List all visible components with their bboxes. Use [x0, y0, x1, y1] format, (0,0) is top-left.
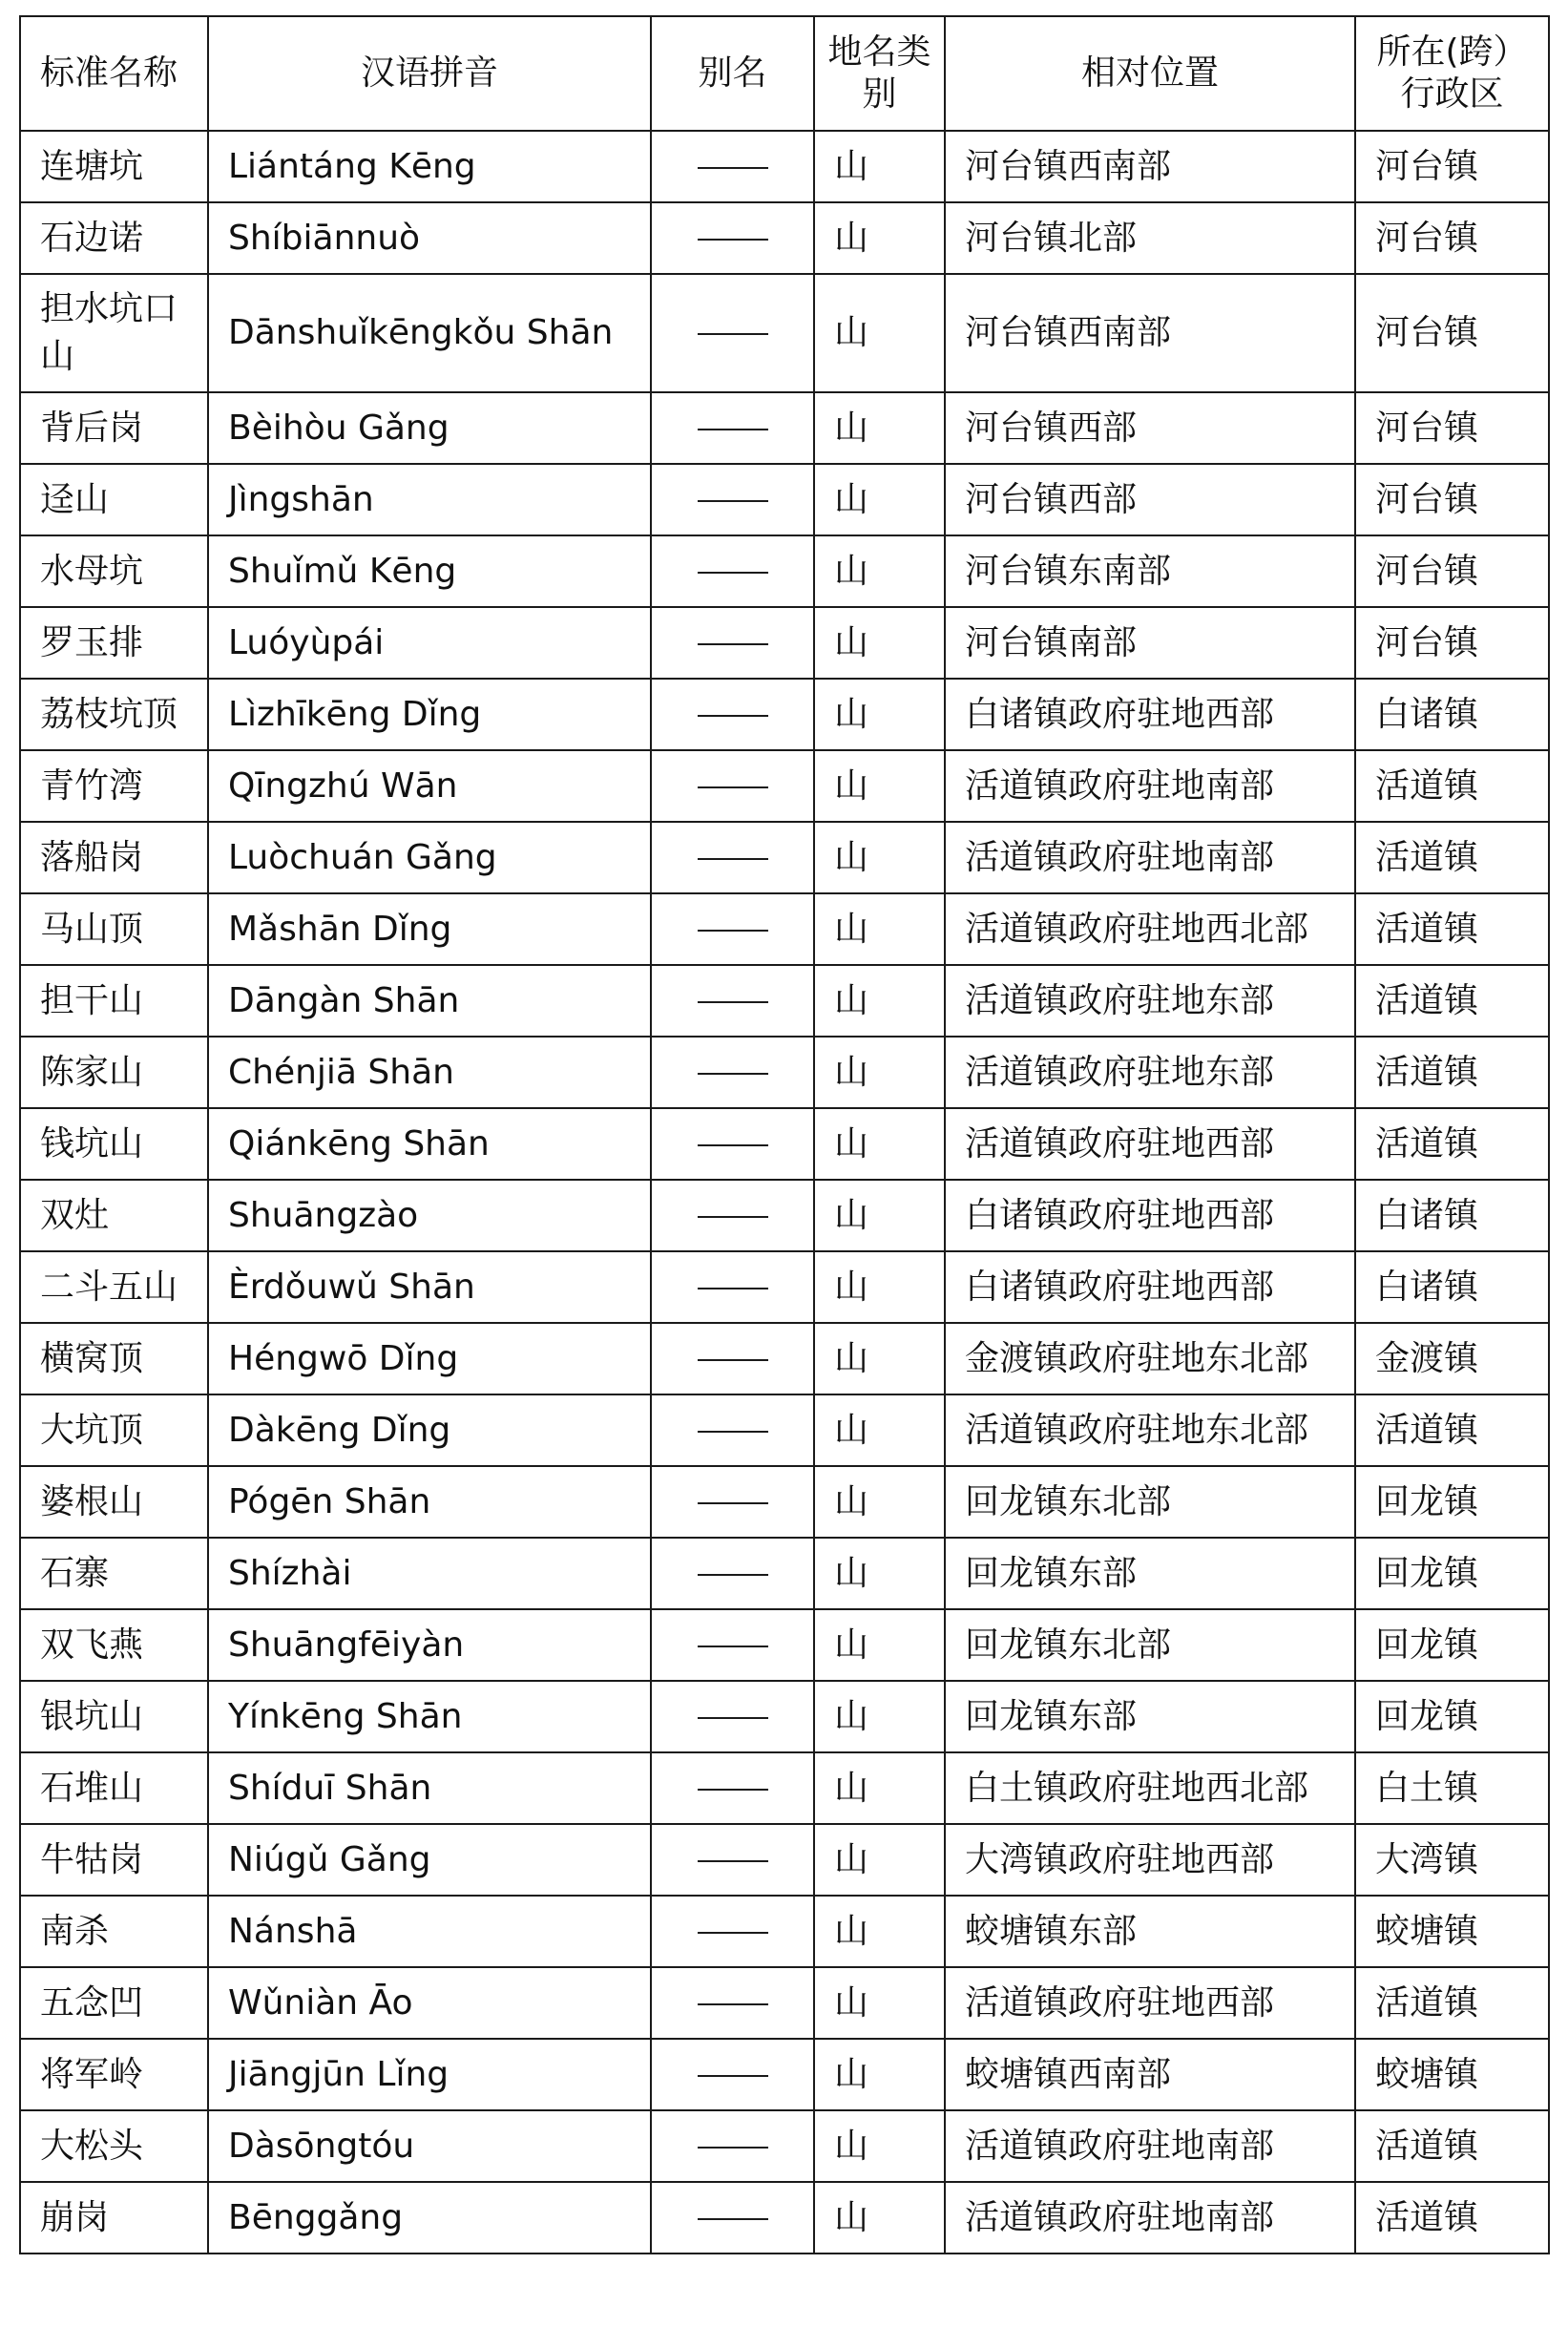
standard-name-cell: 大坑顶	[20, 1394, 208, 1466]
category-cell: 山	[814, 679, 945, 750]
category-cell: 山	[814, 464, 945, 535]
table-row	[20, 1323, 1549, 1394]
alias-cell	[651, 1108, 814, 1180]
standard-name-cell: 担干山	[20, 965, 208, 1037]
category-cell: 山	[814, 1752, 945, 1824]
relative-position-cell: 回龙镇东北部	[945, 1609, 1355, 1681]
alias-cell	[651, 464, 814, 535]
district-cell: 河台镇	[1355, 392, 1549, 464]
alias-cell	[651, 1824, 814, 1896]
table-row	[20, 1609, 1549, 1681]
district-cell: 活道镇	[1355, 2110, 1549, 2182]
table-row	[20, 607, 1549, 679]
alias-dash	[698, 1073, 768, 1075]
district-cell: 活道镇	[1355, 1394, 1549, 1466]
pinyin-cell: Bèihòu Gǎng	[208, 392, 651, 464]
standard-name-cell: 荔枝坑顶	[20, 679, 208, 750]
pinyin-cell: Lìzhīkēng Dǐng	[208, 679, 651, 750]
alias-cell	[651, 1681, 814, 1752]
pinyin-cell: Shuāngfēiyàn	[208, 1609, 651, 1681]
alias-cell	[651, 131, 814, 202]
category-cell: 山	[814, 1967, 945, 2039]
pinyin-cell: Dānshuǐkēngkǒu Shān	[208, 274, 651, 392]
alias-dash	[698, 500, 768, 502]
alias-dash	[698, 1932, 768, 1934]
alias-dash	[698, 1216, 768, 1218]
standard-name-cell: 背后岗	[20, 392, 208, 464]
relative-position-cell: 活道镇政府驻地西部	[945, 1108, 1355, 1180]
standard-name-cell: 罗玉排	[20, 607, 208, 679]
category-cell: 山	[814, 1824, 945, 1896]
category-cell: 山	[814, 1180, 945, 1251]
alias-cell	[651, 893, 814, 965]
table-row	[20, 535, 1549, 607]
alias-dash	[698, 858, 768, 860]
category-cell: 山	[814, 202, 945, 274]
standard-name-cell: 牛牯岗	[20, 1824, 208, 1896]
pinyin-cell: Liántáng Kēng	[208, 131, 651, 202]
alias-cell	[651, 1323, 814, 1394]
table-row	[20, 1466, 1549, 1538]
alias-dash	[698, 2003, 768, 2005]
table-row	[20, 2039, 1549, 2110]
standard-name-cell: 将军岭	[20, 2039, 208, 2110]
category-cell: 山	[814, 1394, 945, 1466]
pinyin-cell: Yínkēng Shān	[208, 1681, 651, 1752]
standard-name-cell: 连塘坑	[20, 131, 208, 202]
district-cell: 活道镇	[1355, 1967, 1549, 2039]
pinyin-cell: Shíduī Shān	[208, 1752, 651, 1824]
category-cell: 山	[814, 750, 945, 822]
relative-position-cell: 白诸镇政府驻地西部	[945, 1251, 1355, 1323]
relative-position-cell: 蛟塘镇东部	[945, 1896, 1355, 1967]
relative-position-cell: 活道镇政府驻地西北部	[945, 893, 1355, 965]
relative-position-cell: 河台镇西部	[945, 392, 1355, 464]
standard-name-cell: 石边诺	[20, 202, 208, 274]
pinyin-cell: Shuāngzào	[208, 1180, 651, 1251]
district-cell: 活道镇	[1355, 1037, 1549, 1108]
category-cell: 山	[814, 1466, 945, 1538]
header-district: 所在(跨）行政区	[1355, 16, 1549, 131]
table-row	[20, 1681, 1549, 1752]
table-row	[20, 2110, 1549, 2182]
header-relative-position: 相对位置	[945, 16, 1355, 131]
district-cell: 河台镇	[1355, 202, 1549, 274]
standard-name-cell: 落船岗	[20, 822, 208, 893]
relative-position-cell: 河台镇北部	[945, 202, 1355, 274]
pinyin-cell: Niúgǔ Gǎng	[208, 1824, 651, 1896]
alias-cell	[651, 2182, 814, 2254]
alias-dash	[698, 2147, 768, 2149]
relative-position-cell: 河台镇南部	[945, 607, 1355, 679]
relative-position-cell: 活道镇政府驻地东部	[945, 1037, 1355, 1108]
relative-position-cell: 河台镇西南部	[945, 274, 1355, 392]
alias-dash	[698, 1288, 768, 1289]
standard-name-cell: 双飞燕	[20, 1609, 208, 1681]
category-cell: 山	[814, 607, 945, 679]
relative-position-cell: 蛟塘镇西南部	[945, 2039, 1355, 2110]
alias-cell	[651, 1896, 814, 1967]
alias-dash	[698, 1860, 768, 1862]
table-row	[20, 679, 1549, 750]
alias-dash	[698, 239, 768, 241]
alias-dash	[698, 715, 768, 717]
district-cell: 白诸镇	[1355, 1180, 1549, 1251]
alias-cell	[651, 822, 814, 893]
table-row	[20, 893, 1549, 965]
category-cell: 山	[814, 392, 945, 464]
district-cell: 回龙镇	[1355, 1466, 1549, 1538]
table-row	[20, 464, 1549, 535]
standard-name-cell: 银坑山	[20, 1681, 208, 1752]
district-cell: 白诸镇	[1355, 1251, 1549, 1323]
category-cell: 山	[814, 1037, 945, 1108]
relative-position-cell: 大湾镇政府驻地西部	[945, 1824, 1355, 1896]
alias-dash	[698, 1789, 768, 1791]
standard-name-cell: 水母坑	[20, 535, 208, 607]
standard-name-cell: 五念凹	[20, 1967, 208, 2039]
category-cell: 山	[814, 965, 945, 1037]
relative-position-cell: 回龙镇东部	[945, 1538, 1355, 1609]
pinyin-cell: Wǔniàn Āo	[208, 1967, 651, 2039]
alias-dash	[698, 1502, 768, 1504]
relative-position-cell: 河台镇西南部	[945, 131, 1355, 202]
district-cell: 活道镇	[1355, 750, 1549, 822]
table-row	[20, 131, 1549, 202]
pinyin-cell: Bēnggǎng	[208, 2182, 651, 2254]
category-cell: 山	[814, 1251, 945, 1323]
pinyin-cell: Qiánkēng Shān	[208, 1108, 651, 1180]
table-row	[20, 202, 1549, 274]
alias-cell	[651, 965, 814, 1037]
table-row	[20, 965, 1549, 1037]
category-cell: 山	[814, 1108, 945, 1180]
district-cell: 蛟塘镇	[1355, 2039, 1549, 2110]
standard-name-cell: 钱坑山	[20, 1108, 208, 1180]
header-pinyin: 汉语拼音	[208, 16, 651, 131]
pinyin-cell: Dàkēng Dǐng	[208, 1394, 651, 1466]
standard-name-cell: 石寨	[20, 1538, 208, 1609]
header-alias: 别名	[651, 16, 814, 131]
alias-cell	[651, 1037, 814, 1108]
district-cell: 活道镇	[1355, 2182, 1549, 2254]
pinyin-cell: Luóyùpái	[208, 607, 651, 679]
header-row	[20, 16, 1549, 131]
relative-position-cell: 活道镇政府驻地东北部	[945, 1394, 1355, 1466]
relative-position-cell: 活道镇政府驻地南部	[945, 750, 1355, 822]
pinyin-cell: Shízhài	[208, 1538, 651, 1609]
district-cell: 回龙镇	[1355, 1681, 1549, 1752]
district-cell: 活道镇	[1355, 965, 1549, 1037]
relative-position-cell: 活道镇政府驻地南部	[945, 2110, 1355, 2182]
alias-dash	[698, 1431, 768, 1433]
alias-cell	[651, 274, 814, 392]
alias-dash	[698, 2075, 768, 2077]
district-cell: 白诸镇	[1355, 679, 1549, 750]
relative-position-cell: 白诸镇政府驻地西部	[945, 679, 1355, 750]
pinyin-cell: Èrdǒuwǔ Shān	[208, 1251, 651, 1323]
alias-cell	[651, 1466, 814, 1538]
relative-position-cell: 回龙镇东北部	[945, 1466, 1355, 1538]
table-row	[20, 1394, 1549, 1466]
standard-name-cell: 南杀	[20, 1896, 208, 1967]
relative-position-cell: 活道镇政府驻地东部	[945, 965, 1355, 1037]
pinyin-cell: Dàsōngtóu	[208, 2110, 651, 2182]
pinyin-cell: Luòchuán Gǎng	[208, 822, 651, 893]
category-cell: 山	[814, 1609, 945, 1681]
pinyin-cell: Jìngshān	[208, 464, 651, 535]
district-cell: 河台镇	[1355, 607, 1549, 679]
header-standard-name: 标准名称	[20, 16, 208, 131]
table-row	[20, 1967, 1549, 2039]
standard-name-cell: 担水坑口山	[20, 274, 208, 392]
relative-position-cell: 金渡镇政府驻地东北部	[945, 1323, 1355, 1394]
district-cell: 大湾镇	[1355, 1824, 1549, 1896]
table-row	[20, 1896, 1549, 1967]
pinyin-cell: Héngwō Dǐng	[208, 1323, 651, 1394]
district-cell: 回龙镇	[1355, 1538, 1549, 1609]
pinyin-cell: Jiāngjūn Lǐng	[208, 2039, 651, 2110]
alias-dash	[698, 1144, 768, 1146]
table-row	[20, 274, 1549, 392]
alias-dash	[698, 1646, 768, 1647]
alias-cell	[651, 1251, 814, 1323]
district-cell: 河台镇	[1355, 274, 1549, 392]
pinyin-cell: Pógēn Shān	[208, 1466, 651, 1538]
category-cell: 山	[814, 1681, 945, 1752]
alias-cell	[651, 607, 814, 679]
district-cell: 活道镇	[1355, 893, 1549, 965]
district-cell: 白土镇	[1355, 1752, 1549, 1824]
relative-position-cell: 河台镇西部	[945, 464, 1355, 535]
relative-position-cell: 活道镇政府驻地南部	[945, 2182, 1355, 2254]
pinyin-cell: Qīngzhú Wān	[208, 750, 651, 822]
pinyin-cell: Nánshā	[208, 1896, 651, 1967]
alias-dash	[698, 1717, 768, 1719]
alias-cell	[651, 535, 814, 607]
place-name-table	[19, 15, 1550, 2254]
standard-name-cell: 婆根山	[20, 1466, 208, 1538]
alias-cell	[651, 1967, 814, 2039]
alias-dash	[698, 429, 768, 430]
relative-position-cell: 活道镇政府驻地南部	[945, 822, 1355, 893]
table-row	[20, 1251, 1549, 1323]
alias-dash	[698, 786, 768, 788]
district-cell: 蛟塘镇	[1355, 1896, 1549, 1967]
category-cell: 山	[814, 1538, 945, 1609]
table-row	[20, 1824, 1549, 1896]
category-cell: 山	[814, 2182, 945, 2254]
district-cell: 河台镇	[1355, 464, 1549, 535]
header-category: 地名类别	[814, 16, 945, 131]
category-cell: 山	[814, 1323, 945, 1394]
alias-dash	[698, 643, 768, 645]
standard-name-cell: 石堆山	[20, 1752, 208, 1824]
relative-position-cell: 活道镇政府驻地西部	[945, 1967, 1355, 2039]
relative-position-cell: 白土镇政府驻地西北部	[945, 1752, 1355, 1824]
pinyin-cell: Shíbiānnuò	[208, 202, 651, 274]
alias-dash	[698, 167, 768, 169]
category-cell: 山	[814, 535, 945, 607]
standard-name-cell: 崩岗	[20, 2182, 208, 2254]
district-cell: 河台镇	[1355, 131, 1549, 202]
table-row	[20, 750, 1549, 822]
table-row	[20, 1538, 1549, 1609]
alias-dash	[698, 2218, 768, 2220]
alias-cell	[651, 2110, 814, 2182]
standard-name-cell: 迳山	[20, 464, 208, 535]
alias-cell	[651, 679, 814, 750]
relative-position-cell: 河台镇东南部	[945, 535, 1355, 607]
district-cell: 活道镇	[1355, 1108, 1549, 1180]
relative-position-cell: 回龙镇东部	[945, 1681, 1355, 1752]
table-row	[20, 1108, 1549, 1180]
category-cell: 山	[814, 131, 945, 202]
standard-name-cell: 青竹湾	[20, 750, 208, 822]
district-cell: 活道镇	[1355, 822, 1549, 893]
alias-dash	[698, 1001, 768, 1003]
alias-cell	[651, 1394, 814, 1466]
district-cell: 河台镇	[1355, 535, 1549, 607]
category-cell: 山	[814, 2110, 945, 2182]
table-row	[20, 1037, 1549, 1108]
alias-cell	[651, 392, 814, 464]
pinyin-cell: Chénjiā Shān	[208, 1037, 651, 1108]
alias-cell	[651, 1752, 814, 1824]
alias-dash	[698, 333, 768, 335]
table-row	[20, 1180, 1549, 1251]
pinyin-cell: Mǎshān Dǐng	[208, 893, 651, 965]
district-cell: 金渡镇	[1355, 1323, 1549, 1394]
alias-cell	[651, 1180, 814, 1251]
relative-position-cell: 白诸镇政府驻地西部	[945, 1180, 1355, 1251]
alias-dash	[698, 1574, 768, 1576]
table-body	[20, 131, 1549, 2254]
category-cell: 山	[814, 274, 945, 392]
standard-name-cell: 横窝顶	[20, 1323, 208, 1394]
table-row	[20, 822, 1549, 893]
category-cell: 山	[814, 1896, 945, 1967]
standard-name-cell: 马山顶	[20, 893, 208, 965]
standard-name-cell: 双灶	[20, 1180, 208, 1251]
category-cell: 山	[814, 2039, 945, 2110]
category-cell: 山	[814, 822, 945, 893]
alias-cell	[651, 202, 814, 274]
standard-name-cell: 二斗五山	[20, 1251, 208, 1323]
alias-dash	[698, 930, 768, 932]
table-row	[20, 392, 1549, 464]
alias-dash	[698, 1359, 768, 1361]
pinyin-cell: Shuǐmǔ Kēng	[208, 535, 651, 607]
table-row	[20, 1752, 1549, 1824]
district-cell: 回龙镇	[1355, 1609, 1549, 1681]
pinyin-cell: Dāngàn Shān	[208, 965, 651, 1037]
alias-cell	[651, 1538, 814, 1609]
alias-dash	[698, 572, 768, 574]
table-row	[20, 2182, 1549, 2254]
category-cell: 山	[814, 893, 945, 965]
standard-name-cell: 陈家山	[20, 1037, 208, 1108]
alias-cell	[651, 1609, 814, 1681]
alias-cell	[651, 750, 814, 822]
standard-name-cell: 大松头	[20, 2110, 208, 2182]
alias-cell	[651, 2039, 814, 2110]
